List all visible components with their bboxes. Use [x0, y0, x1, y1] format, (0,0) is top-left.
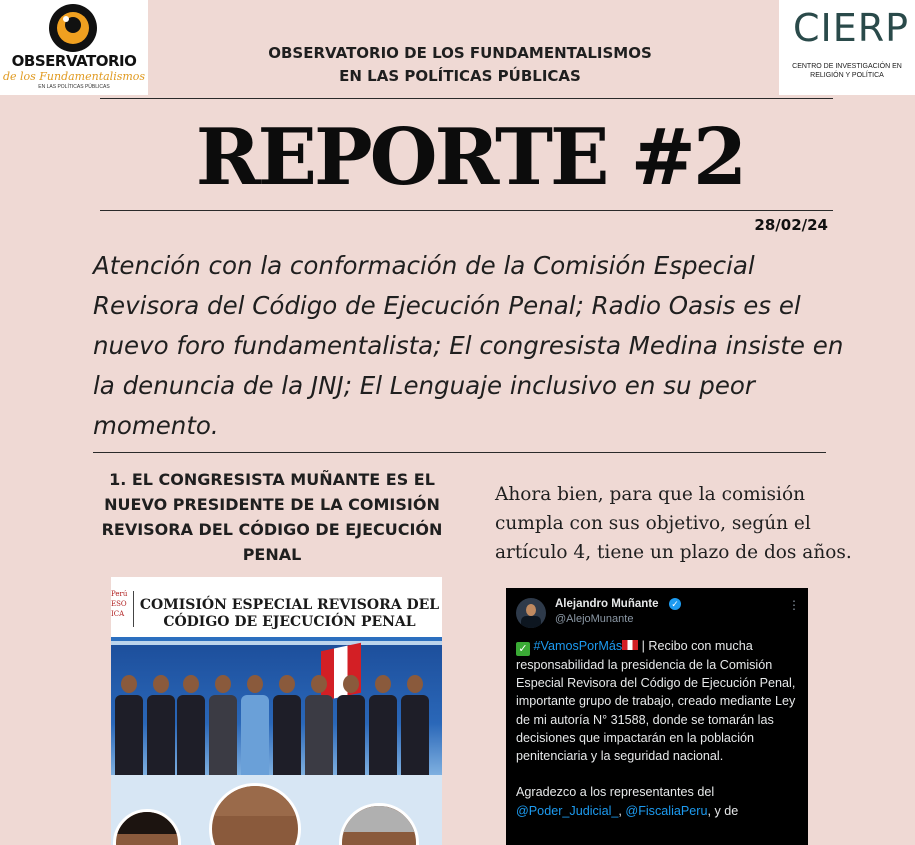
eye-logo-icon [49, 4, 97, 52]
tweet-mention-fiscalia: @FiscaliaPeru [625, 803, 708, 818]
photo-person [115, 675, 143, 775]
tweet-text [516, 637, 804, 820]
tweet-text-paragraph-1: | Recibo con mucha responsabilidad la presidencia de la Comisión Especial Revisora del Código de Ejecución Penal, importante grupo de trabajo, creado mediante Ley de mi autoría N° 31588, donde se tomarán las decisiones que impactarán en la población penitenciaria y la seguridad nacional. [516, 639, 796, 764]
observatorio-logo-tagline: EN LAS POLÍTICAS PÚBLICAS [38, 84, 110, 90]
portrait-circle-center [209, 783, 301, 845]
divider-top [100, 98, 833, 99]
report-title: REPORTE #2 [195, 112, 745, 203]
photo-person [273, 675, 301, 775]
cierp-logo-caption: CENTRO DE INVESTIGACIÓN EN RELIGIÓN Y POLÍTICA [792, 63, 902, 79]
tweet-text-paragraph-2: Agradezco a los representantes del [516, 785, 715, 800]
tweet-hashtag: #VamosPorMás [533, 639, 623, 653]
observatorio-logo-name: OBSERVATORIO [11, 52, 137, 70]
photo-person [147, 675, 175, 775]
tweet-author-handle: @AlejoMunante [555, 613, 634, 625]
tweet-separator: , [618, 803, 626, 818]
header-title [200, 42, 720, 88]
congress-crest-text: Perú ESO ICA [111, 590, 128, 618]
photo-person [305, 675, 333, 775]
tweet-author-name: Alejandro Muñante [555, 598, 659, 610]
report-date: 28/02/24 [754, 216, 828, 234]
section-1-body: Ahora bien, para que la comisión cumpla con sus objetivo, según el artículo 4, tiene un plazo de dos años. [495, 484, 852, 563]
portrait-circle-right [339, 803, 419, 845]
photo-banner [111, 577, 442, 641]
observatorio-logo [0, 0, 148, 95]
header-title-line-2: EN LAS POLÍTICAS PÚBLICAS [339, 67, 581, 85]
divider-under-summary [93, 452, 826, 453]
tweet-mention-poder-judicial: @Poder_Judicial_ [516, 803, 619, 818]
section-1-heading: 1. EL CONGRESISTA MUÑANTE ES EL NUEVO PRESIDENTE DE LA COMISIÓN REVISORA DEL CÓDIGO DE EJECUCIÓN PENAL [101, 470, 443, 564]
photo-person [337, 675, 365, 775]
header-title-line-1: OBSERVATORIO DE LOS FUNDAMENTALISMOS [268, 44, 652, 62]
tweet-tail: , y de [707, 803, 739, 818]
divider-under-title [100, 210, 833, 211]
tweet-card [506, 588, 808, 845]
photo-person [369, 675, 397, 775]
portrait-circle-left [113, 809, 181, 845]
report-summary: Atención con la conformación de la Comisión Especial Revisora del Código de Ejecución Penal; Radio Oasis es el nuevo foro fundamentalista; El congresista Medina insiste en la denuncia de la JNJ; El Lenguaje inclusivo en su peor momento. [93, 251, 844, 440]
photo-person [209, 675, 237, 775]
photo-person [241, 675, 269, 775]
peru-flag-emoji-icon [622, 640, 638, 650]
commission-photo [111, 577, 442, 845]
photo-banner-title: COMISIÓN ESPECIAL REVISORA DEL CÓDIGO DE EJECUCIÓN PENAL [139, 597, 440, 630]
verified-badge-icon: ✓ [669, 598, 681, 610]
observatorio-logo-subtitle: de los Fundamentalismos [2, 70, 146, 83]
photo-person [177, 675, 205, 775]
check-mark-icon: ✓ [516, 642, 530, 656]
cierp-logo [779, 0, 915, 95]
more-options-icon: ⋮ [788, 598, 800, 612]
cierp-logo-mark: CIERP [793, 6, 910, 50]
tweet-avatar [516, 598, 546, 628]
photo-person [401, 675, 429, 775]
